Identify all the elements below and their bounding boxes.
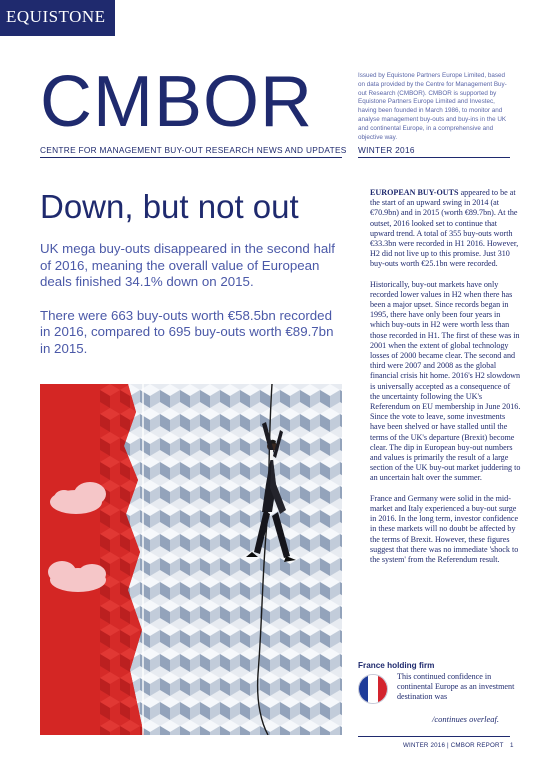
body-paragraph: France and Germany were solid in the mid-market and Italy experienced a buy-out surge in 2016. In the long term, investor confidence in these markets will no doubt be affected by the terms of Brexit. However, these figures suggest that there was no immediate 'shock to the system' from the Referendum result. <box>370 493 519 564</box>
sidebar-title: France holding firm <box>358 661 435 670</box>
masthead-rule <box>40 157 342 158</box>
issued-note: Issued by Equistone Partners Europe Limited, based on data provided by the Centre for Management Buy-out Research (CMBOR). CMBOR is supported by Equistone Partners Europe Limited and Investec, having been founded in March 1986, to monitor and analyse management buy-outs and buy-ins in the UK and continental Europe, in a comprehensive and objective way. <box>358 72 507 141</box>
footer-folio: WINTER 2016 | CMBOR REPORT <box>403 742 504 749</box>
footer-rule <box>358 736 510 737</box>
france-flag-icon <box>358 674 388 704</box>
logo-text: EQUISTONE <box>6 7 106 26</box>
continues-link[interactable]: /continues overleaf. <box>432 714 500 724</box>
lead-paragraph <box>370 188 522 270</box>
lead-in: EUROPEAN BUY-OUTS <box>370 188 459 197</box>
standfirst-paragraph: UK mega buy-outs disappeared in the second half of 2016, meaning the overall value of European deals finished 34.1% down on 2015. <box>40 241 335 289</box>
sidebar-text: This continued confidence in continental Europe as an investment destination was <box>397 672 515 702</box>
season-rule <box>358 157 510 158</box>
climber-illustration <box>40 384 342 735</box>
issue-season: WINTER 2016 <box>358 145 415 155</box>
article-standfirst <box>40 241 342 374</box>
page-number: 1 <box>510 742 514 749</box>
body-paragraph: Historically, buy-out markets have only recorded lower values in H2 when there has been a major upset. Since records began in 1995, there have only been four years in which buy-outs in H2 were worth less than those recorded in H1. The first of these was in 2001 when the extent of global technology losses of 2000 became clear. The second and third were 2007 and 2008 as the global financial crisis hit home. 2016's H2 slowdown is universally accepted as a consequence of the uncertainty following the UK's Referendum on EU membership in June 2016. Since the vote to leave, some investments have been shelved or have stalled until the terms of the UK's departure (Brexit) become clear. The dip in European buy-out numbers and values is primarily the result of a large section of the UK buy-out market juddering to an uncertain halt over the summer. <box>370 279 521 483</box>
equistone-logo <box>0 0 115 36</box>
standfirst-paragraph: There were 663 buy-outs worth €58.5bn recorded in 2016, compared to 695 buy-outs worth €89.7bn in 2015. <box>40 307 334 356</box>
article-headline: Down, but not out <box>40 188 299 225</box>
article-body <box>370 188 522 575</box>
masthead-subhead: CENTRE FOR MANAGEMENT BUY-OUT RESEARCH NEWS AND UPDATES <box>40 145 347 155</box>
lead-text: appeared to be at the start of an upward swing in 2014 (at €70.9bn) and in 2015 (worth €89.7bn). At the outset, 2016 looked set to continue that upward trend. A total of 355 buy-outs worth €33.3bn were recorded in H1 2016. However, H2 did not live up to this promise. Just 310 buy-outs worth €25.1bn were recorded. <box>370 188 519 269</box>
masthead-title: CMBOR <box>40 62 313 142</box>
